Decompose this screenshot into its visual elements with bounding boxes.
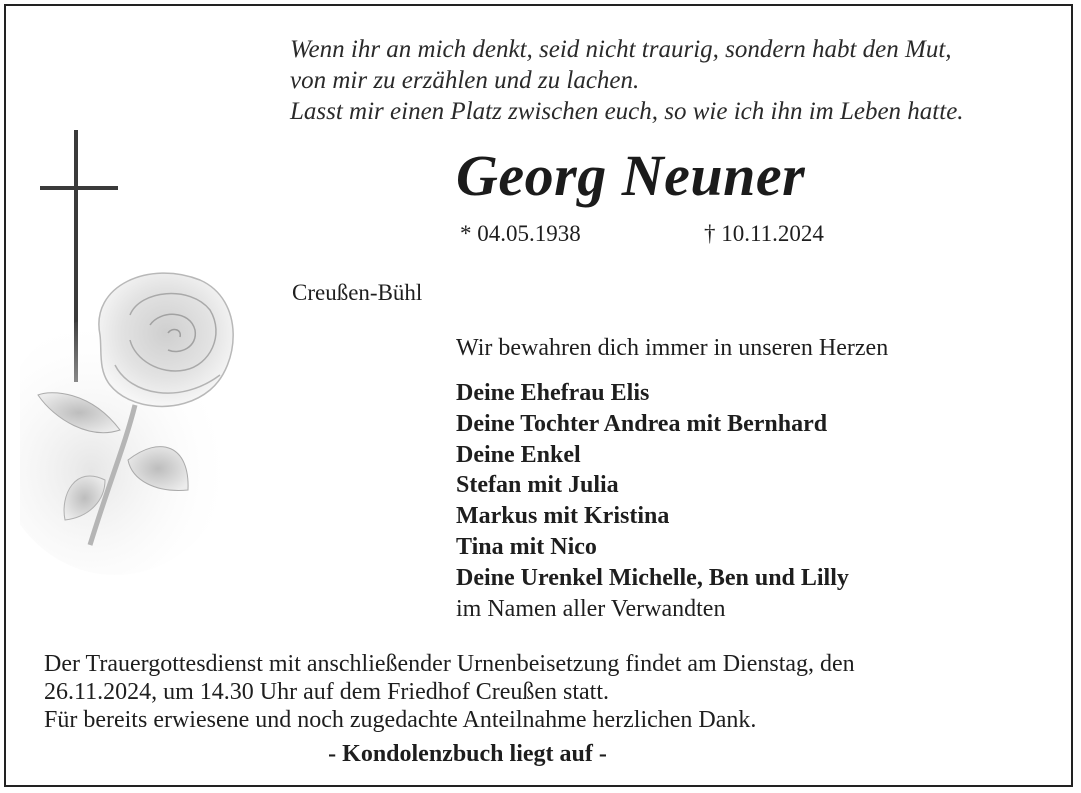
quote-line: Lasst mir einen Platz zwischen euch, so wie ich ihn im Leben hatte. — [290, 98, 964, 125]
quote-block — [290, 34, 964, 127]
quote-line: Wenn ihr an mich denkt, seid nicht traurig, sondern habt den Mut, — [290, 36, 952, 63]
mourner-line: Deine Tochter Andrea mit Bernhard — [456, 410, 828, 437]
death-date: † 10.11.2024 — [704, 221, 824, 246]
quote-line: von mir zu erzählen und zu lachen. — [290, 67, 640, 94]
mourner-line: Markus mit Kristina — [456, 503, 670, 530]
service-line: 26.11.2024, um 14.30 Uhr auf dem Friedhof Creußen statt. — [44, 679, 610, 705]
mourner-line: Deine Enkel — [456, 441, 581, 468]
mourner-line: Tina mit Nico — [456, 533, 597, 560]
birth-date: * 04.05.1938 — [460, 221, 581, 246]
deceased-name: Georg Neuner — [456, 143, 806, 208]
service-info — [44, 650, 855, 734]
memorial-motto: Wir bewahren dich immer in unseren Herzen — [456, 335, 889, 361]
service-line: Für bereits erwiesene und noch zugedachte Anteilnahme herzlichen Dank. — [44, 707, 757, 733]
mourners-list — [456, 378, 849, 624]
condolence-note: - Kondolenzbuch liegt auf - — [328, 741, 607, 767]
mourner-line: Deine Urenkel Michelle, Ben und Lilly — [456, 564, 849, 591]
mourners-closing: im Namen aller Verwandten — [456, 595, 726, 622]
mourner-line: Deine Ehefrau Elis — [456, 380, 650, 406]
rose-illustration — [20, 255, 270, 575]
mourner-line: Stefan mit Julia — [456, 472, 619, 499]
home-place: Creußen-Bühl — [292, 280, 423, 305]
service-line: Der Trauergottesdienst mit anschließender Urnenbeisetzung findet am Dienstag, den — [44, 651, 855, 677]
